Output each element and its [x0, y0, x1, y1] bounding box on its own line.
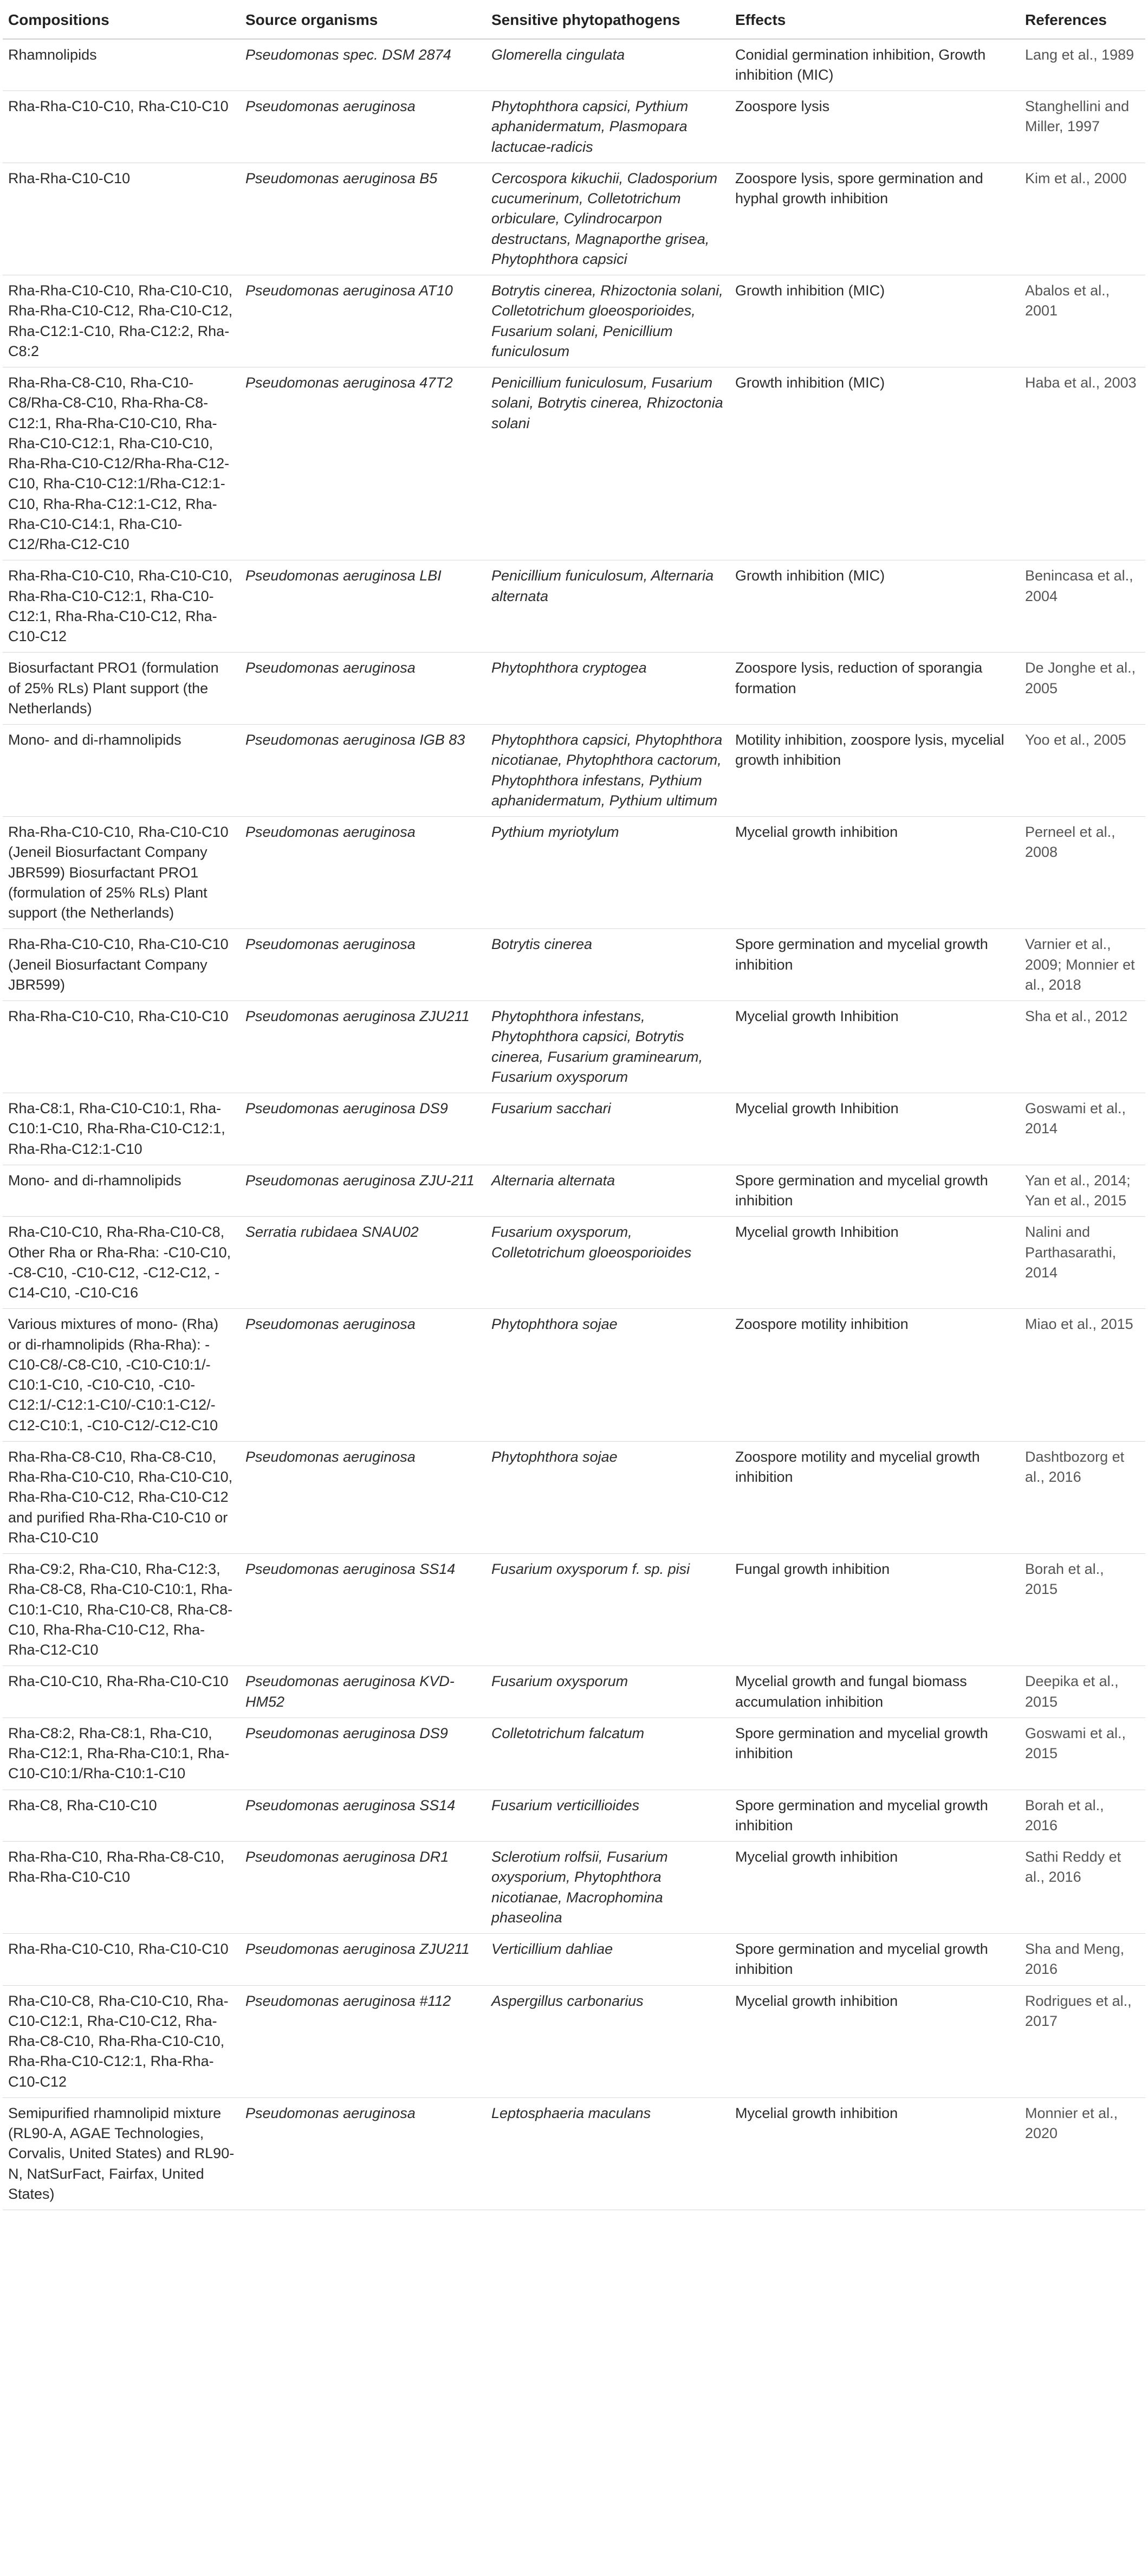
composition-cell: Rha-C8:1, Rha-C10-C10:1, Rha-C10:1-C10, Rha-Rha-C10-C12:1, Rha-Rha-C12:1-C10	[3, 1093, 240, 1165]
effect-cell: Mycelial growth Inhibition	[730, 1001, 1020, 1093]
reference-cell: Goswami et al., 2014	[1020, 1093, 1145, 1165]
composition-cell: Rha-Rha-C10-C10	[3, 163, 240, 275]
table-row	[3, 1093, 1145, 1165]
composition-cell: Rha-Rha-C10-C10, Rha-C10-C10 (Jeneil Biosurfactant Company JBR599) Biosurfactant PRO1 (formulation of 25% RLs) Plant support (the Netherlands)	[3, 817, 240, 929]
table-row	[3, 39, 1145, 91]
table-row	[3, 1842, 1145, 1934]
phytopathogen-cell: Fusarium oxysporum	[486, 1666, 730, 1718]
header-sensitive-phytopathogens: Sensitive phytopathogens	[486, 0, 730, 39]
source-organism-cell: Pseudomonas aeruginosa SS14	[240, 1554, 486, 1666]
table-row	[3, 1666, 1145, 1718]
phytopathogen-cell: Fusarium verticillioides	[486, 1790, 730, 1842]
table-row	[3, 2097, 1145, 2210]
reference-cell: Borah et al., 2016	[1020, 1790, 1145, 1842]
composition-cell: Rha-Rha-C10-C10, Rha-C10-C10, Rha-Rha-C10-C12:1, Rha-C10-C12:1, Rha-Rha-C10-C12, Rha-C10-C12	[3, 560, 240, 653]
header-effects: Effects	[730, 0, 1020, 39]
composition-cell: Rha-C10-C10, Rha-Rha-C10-C8, Other Rha or Rha-Rha: -C10-C10, -C8-C10, -C10-C12, -C12-C12, -C14-C10, -C10-C16	[3, 1217, 240, 1309]
effect-cell: Zoospore motility and mycelial growth inhibition	[730, 1441, 1020, 1553]
composition-cell: Rha-Rha-C10-C10, Rha-C10-C10 (Jeneil Biosurfactant Company JBR599)	[3, 929, 240, 1001]
source-organism-cell: Serratia rubidaea SNAU02	[240, 1217, 486, 1309]
effect-cell: Zoospore motility inhibition	[730, 1309, 1020, 1442]
reference-cell: Kim et al., 2000	[1020, 163, 1145, 275]
table-row	[3, 560, 1145, 653]
reference-cell: Borah et al., 2015	[1020, 1554, 1145, 1666]
effect-cell: Zoospore lysis, reduction of sporangia formation	[730, 653, 1020, 725]
effect-cell: Spore germination and mycelial growth inhibition	[730, 929, 1020, 1001]
composition-cell: Semipurified rhamnolipid mixture (RL90-A, AGAE Technologies, Corvalis, United States) and RL90-N, NatSurFact, Fairfax, United States)	[3, 2097, 240, 2210]
source-organism-cell: Pseudomonas aeruginosa	[240, 817, 486, 929]
composition-cell: Rha-Rha-C8-C10, Rha-C8-C10, Rha-Rha-C10-C10, Rha-C10-C10, Rha-Rha-C10-C12, Rha-C10-C12 and purified Rha-Rha-C10-C10 or Rha-C10-C10	[3, 1441, 240, 1553]
table-row	[3, 1165, 1145, 1217]
composition-cell: Rhamnolipids	[3, 39, 240, 91]
phytopathogen-cell: Phytophthora infestans, Phytophthora capsici, Botrytis cinerea, Fusarium graminearum, Fusarium oxysporum	[486, 1001, 730, 1093]
phytopathogen-cell: Botrytis cinerea	[486, 929, 730, 1001]
phytopathogen-cell: Sclerotium rolfsii, Fusarium oxysporium, Phytophthora nicotianae, Macrophomina phaseolina	[486, 1842, 730, 1934]
effect-cell: Fungal growth inhibition	[730, 1554, 1020, 1666]
source-organism-cell: Pseudomonas aeruginosa 47T2	[240, 367, 486, 560]
table-row	[3, 1934, 1145, 1986]
phytopathogen-cell: Penicillium funiculosum, Alternaria alternata	[486, 560, 730, 653]
phytopathogen-cell: Phytophthora cryptogea	[486, 653, 730, 725]
source-organism-cell: Pseudomonas aeruginosa DR1	[240, 1842, 486, 1934]
reference-cell: Goswami et al., 2015	[1020, 1718, 1145, 1790]
composition-cell: Rha-C8:2, Rha-C8:1, Rha-C10, Rha-C12:1, Rha-Rha-C10:1, Rha-C10-C10:1/Rha-C10:1-C10	[3, 1718, 240, 1790]
effect-cell: Growth inhibition (MIC)	[730, 367, 1020, 560]
phytopathogen-cell: Alternaria alternata	[486, 1165, 730, 1217]
composition-cell: Rha-Rha-C10-C10, Rha-C10-C10	[3, 1001, 240, 1093]
effect-cell: Conidial germination inhibition, Growth inhibition (MIC)	[730, 39, 1020, 91]
source-organism-cell: Pseudomonas aeruginosa	[240, 2097, 486, 2210]
effect-cell: Spore germination and mycelial growth inhibition	[730, 1165, 1020, 1217]
table-row	[3, 1554, 1145, 1666]
composition-cell: Rha-Rha-C10, Rha-Rha-C8-C10, Rha-Rha-C10-C10	[3, 1842, 240, 1934]
effect-cell: Spore germination and mycelial growth inhibition	[730, 1934, 1020, 1986]
reference-cell: Monnier et al., 2020	[1020, 2097, 1145, 2210]
source-organism-cell: Pseudomonas aeruginosa DS9	[240, 1718, 486, 1790]
effect-cell: Mycelial growth inhibition	[730, 1842, 1020, 1934]
reference-cell: Haba et al., 2003	[1020, 367, 1145, 560]
source-organism-cell: Pseudomonas aeruginosa	[240, 91, 486, 163]
composition-cell: Rha-Rha-C10-C10, Rha-C10-C10	[3, 1934, 240, 1986]
reference-cell: Perneel et al., 2008	[1020, 817, 1145, 929]
source-organism-cell: Pseudomonas spec. DSM 2874	[240, 39, 486, 91]
phytopathogen-cell: Penicillium funiculosum, Fusarium solani, Botrytis cinerea, Rhizoctonia solani	[486, 367, 730, 560]
phytopathogen-cell: Pythium myriotylum	[486, 817, 730, 929]
phytopathogen-cell: Phytophthora sojae	[486, 1309, 730, 1442]
effect-cell: Mycelial growth inhibition	[730, 817, 1020, 929]
reference-cell: Deepika et al., 2015	[1020, 1666, 1145, 1718]
table-row	[3, 1309, 1145, 1442]
phytopathogen-cell: Botrytis cinerea, Rhizoctonia solani, Colletotrichum gloeosporioides, Fusarium solani, Penicillium funiculosum	[486, 275, 730, 367]
phytopathogen-cell: Fusarium sacchari	[486, 1093, 730, 1165]
source-organism-cell: Pseudomonas aeruginosa ZJU211	[240, 1001, 486, 1093]
effect-cell: Mycelial growth and fungal biomass accumulation inhibition	[730, 1666, 1020, 1718]
reference-cell: Benincasa et al., 2004	[1020, 560, 1145, 653]
source-organism-cell: Pseudomonas aeruginosa KVD-HM52	[240, 1666, 486, 1718]
table-row	[3, 91, 1145, 163]
table-row	[3, 1790, 1145, 1842]
source-organism-cell: Pseudomonas aeruginosa ZJU211	[240, 1934, 486, 1986]
reference-cell: Varnier et al., 2009; Monnier et al., 2018	[1020, 929, 1145, 1001]
source-organism-cell: Pseudomonas aeruginosa B5	[240, 163, 486, 275]
header-references: References	[1020, 0, 1145, 39]
reference-cell: Miao et al., 2015	[1020, 1309, 1145, 1442]
table-row	[3, 653, 1145, 725]
composition-cell: Various mixtures of mono- (Rha) or di-rhamnolipids (Rha-Rha): -C10-C8/-C8-C10, -C10-C10:1/-C10:1-C10, -C10-C10, -C10-C12:1/-C12:1-C10/-C10:1-C12/-C12-C10:1, -C10-C12/-C12-C10	[3, 1309, 240, 1442]
phytopathogen-cell: Aspergillus carbonarius	[486, 1985, 730, 2097]
composition-cell: Rha-C10-C10, Rha-Rha-C10-C10	[3, 1666, 240, 1718]
table-row	[3, 1217, 1145, 1309]
table-row	[3, 1718, 1145, 1790]
header-row	[3, 0, 1145, 39]
composition-cell: Mono- and di-rhamnolipids	[3, 725, 240, 817]
table-row	[3, 929, 1145, 1001]
source-organism-cell: Pseudomonas aeruginosa LBI	[240, 560, 486, 653]
source-organism-cell: Pseudomonas aeruginosa DS9	[240, 1093, 486, 1165]
effect-cell: Mycelial growth Inhibition	[730, 1093, 1020, 1165]
reference-cell: Stanghellini and Miller, 1997	[1020, 91, 1145, 163]
effect-cell: Zoospore lysis, spore germination and hyphal growth inhibition	[730, 163, 1020, 275]
table-row	[3, 1441, 1145, 1553]
phytopathogen-cell: Phytophthora capsici, Pythium aphanidermatum, Plasmopara lactucae-radicis	[486, 91, 730, 163]
source-organism-cell: Pseudomonas aeruginosa	[240, 929, 486, 1001]
rhamnolipid-table	[3, 0, 1145, 2210]
reference-cell: Yan et al., 2014; Yan et al., 2015	[1020, 1165, 1145, 1217]
phytopathogen-cell: Phytophthora sojae	[486, 1441, 730, 1553]
source-organism-cell: Pseudomonas aeruginosa #112	[240, 1985, 486, 2097]
table-row	[3, 367, 1145, 560]
table-row	[3, 1001, 1145, 1093]
effect-cell: Motility inhibition, zoospore lysis, mycelial growth inhibition	[730, 725, 1020, 817]
phytopathogen-cell: Leptosphaeria maculans	[486, 2097, 730, 2210]
reference-cell: Abalos et al., 2001	[1020, 275, 1145, 367]
effect-cell: Mycelial growth inhibition	[730, 1985, 1020, 2097]
table-row	[3, 725, 1145, 817]
phytopathogen-cell: Colletotrichum falcatum	[486, 1718, 730, 1790]
phytopathogen-cell: Phytophthora capsici, Phytophthora nicotianae, Phytophthora cactorum, Phytophthora infestans, Pythium aphanidermatum, Pythium ultimum	[486, 725, 730, 817]
table-row	[3, 163, 1145, 275]
table-row	[3, 817, 1145, 929]
effect-cell: Growth inhibition (MIC)	[730, 275, 1020, 367]
phytopathogen-cell: Fusarium oxysporum, Colletotrichum gloeosporioides	[486, 1217, 730, 1309]
reference-cell: Nalini and Parthasarathi, 2014	[1020, 1217, 1145, 1309]
composition-cell: Mono- and di-rhamnolipids	[3, 1165, 240, 1217]
composition-cell: Rha-Rha-C8-C10, Rha-C10-C8/Rha-C8-C10, Rha-Rha-C8-C12:1, Rha-Rha-C10-C10, Rha-Rha-C10-C12:1, Rha-C10-C10, Rha-Rha-C10-C12/Rha-Rha-C12-C10, Rha-C10-C12:1/Rha-C12:1-C10, Rha-Rha-C12:1-C12, Rha-Rha-C10-C14:1, Rha-C10-C12/Rha-C12-C10	[3, 367, 240, 560]
reference-cell: Rodrigues et al., 2017	[1020, 1985, 1145, 2097]
composition-cell: Rha-Rha-C10-C10, Rha-C10-C10, Rha-Rha-C10-C12, Rha-C10-C12, Rha-C12:1-C10, Rha-C12:2, Rha-C8:2	[3, 275, 240, 367]
composition-cell: Rha-Rha-C10-C10, Rha-C10-C10	[3, 91, 240, 163]
composition-cell: Biosurfactant PRO1 (formulation of 25% RLs) Plant support (the Netherlands)	[3, 653, 240, 725]
phytopathogen-cell: Verticillium dahliae	[486, 1934, 730, 1986]
phytopathogen-cell: Glomerella cingulata	[486, 39, 730, 91]
effect-cell: Spore germination and mycelial growth inhibition	[730, 1790, 1020, 1842]
reference-cell: De Jonghe et al., 2005	[1020, 653, 1145, 725]
effect-cell: Mycelial growth inhibition	[730, 2097, 1020, 2210]
reference-cell: Sha and Meng, 2016	[1020, 1934, 1145, 1986]
source-organism-cell: Pseudomonas aeruginosa ZJU-211	[240, 1165, 486, 1217]
reference-cell: Dashtbozorg et al., 2016	[1020, 1441, 1145, 1553]
source-organism-cell: Pseudomonas aeruginosa	[240, 1309, 486, 1442]
phytopathogen-cell: Fusarium oxysporum f. sp. pisi	[486, 1554, 730, 1666]
effect-cell: Spore germination and mycelial growth inhibition	[730, 1718, 1020, 1790]
composition-cell: Rha-C9:2, Rha-C10, Rha-C12:3, Rha-C8-C8, Rha-C10-C10:1, Rha-C10:1-C10, Rha-C10-C8, Rha-C8-C10, Rha-Rha-C10-C12, Rha-Rha-C12-C10	[3, 1554, 240, 1666]
header-compositions: Compositions	[3, 0, 240, 39]
phytopathogen-cell: Cercospora kikuchii, Cladosporium cucumerinum, Colletotrichum orbiculare, Cylindrocarpon destructans, Magnaporthe grisea, Phytophthora capsici	[486, 163, 730, 275]
composition-cell: Rha-C8, Rha-C10-C10	[3, 1790, 240, 1842]
table-row	[3, 275, 1145, 367]
reference-cell: Sha et al., 2012	[1020, 1001, 1145, 1093]
reference-cell: Yoo et al., 2005	[1020, 725, 1145, 817]
effect-cell: Mycelial growth Inhibition	[730, 1217, 1020, 1309]
header-source-organisms: Source organisms	[240, 0, 486, 39]
source-organism-cell: Pseudomonas aeruginosa IGB 83	[240, 725, 486, 817]
reference-cell: Sathi Reddy et al., 2016	[1020, 1842, 1145, 1934]
effect-cell: Growth inhibition (MIC)	[730, 560, 1020, 653]
effect-cell: Zoospore lysis	[730, 91, 1020, 163]
table-row	[3, 1985, 1145, 2097]
source-organism-cell: Pseudomonas aeruginosa AT10	[240, 275, 486, 367]
composition-cell: Rha-C10-C8, Rha-C10-C10, Rha-C10-C12:1, Rha-C10-C12, Rha-Rha-C8-C10, Rha-Rha-C10-C10, Rha-Rha-C10-C12:1, Rha-Rha-C10-C12	[3, 1985, 240, 2097]
source-organism-cell: Pseudomonas aeruginosa	[240, 1441, 486, 1553]
reference-cell: Lang et al., 1989	[1020, 39, 1145, 91]
source-organism-cell: Pseudomonas aeruginosa SS14	[240, 1790, 486, 1842]
source-organism-cell: Pseudomonas aeruginosa	[240, 653, 486, 725]
